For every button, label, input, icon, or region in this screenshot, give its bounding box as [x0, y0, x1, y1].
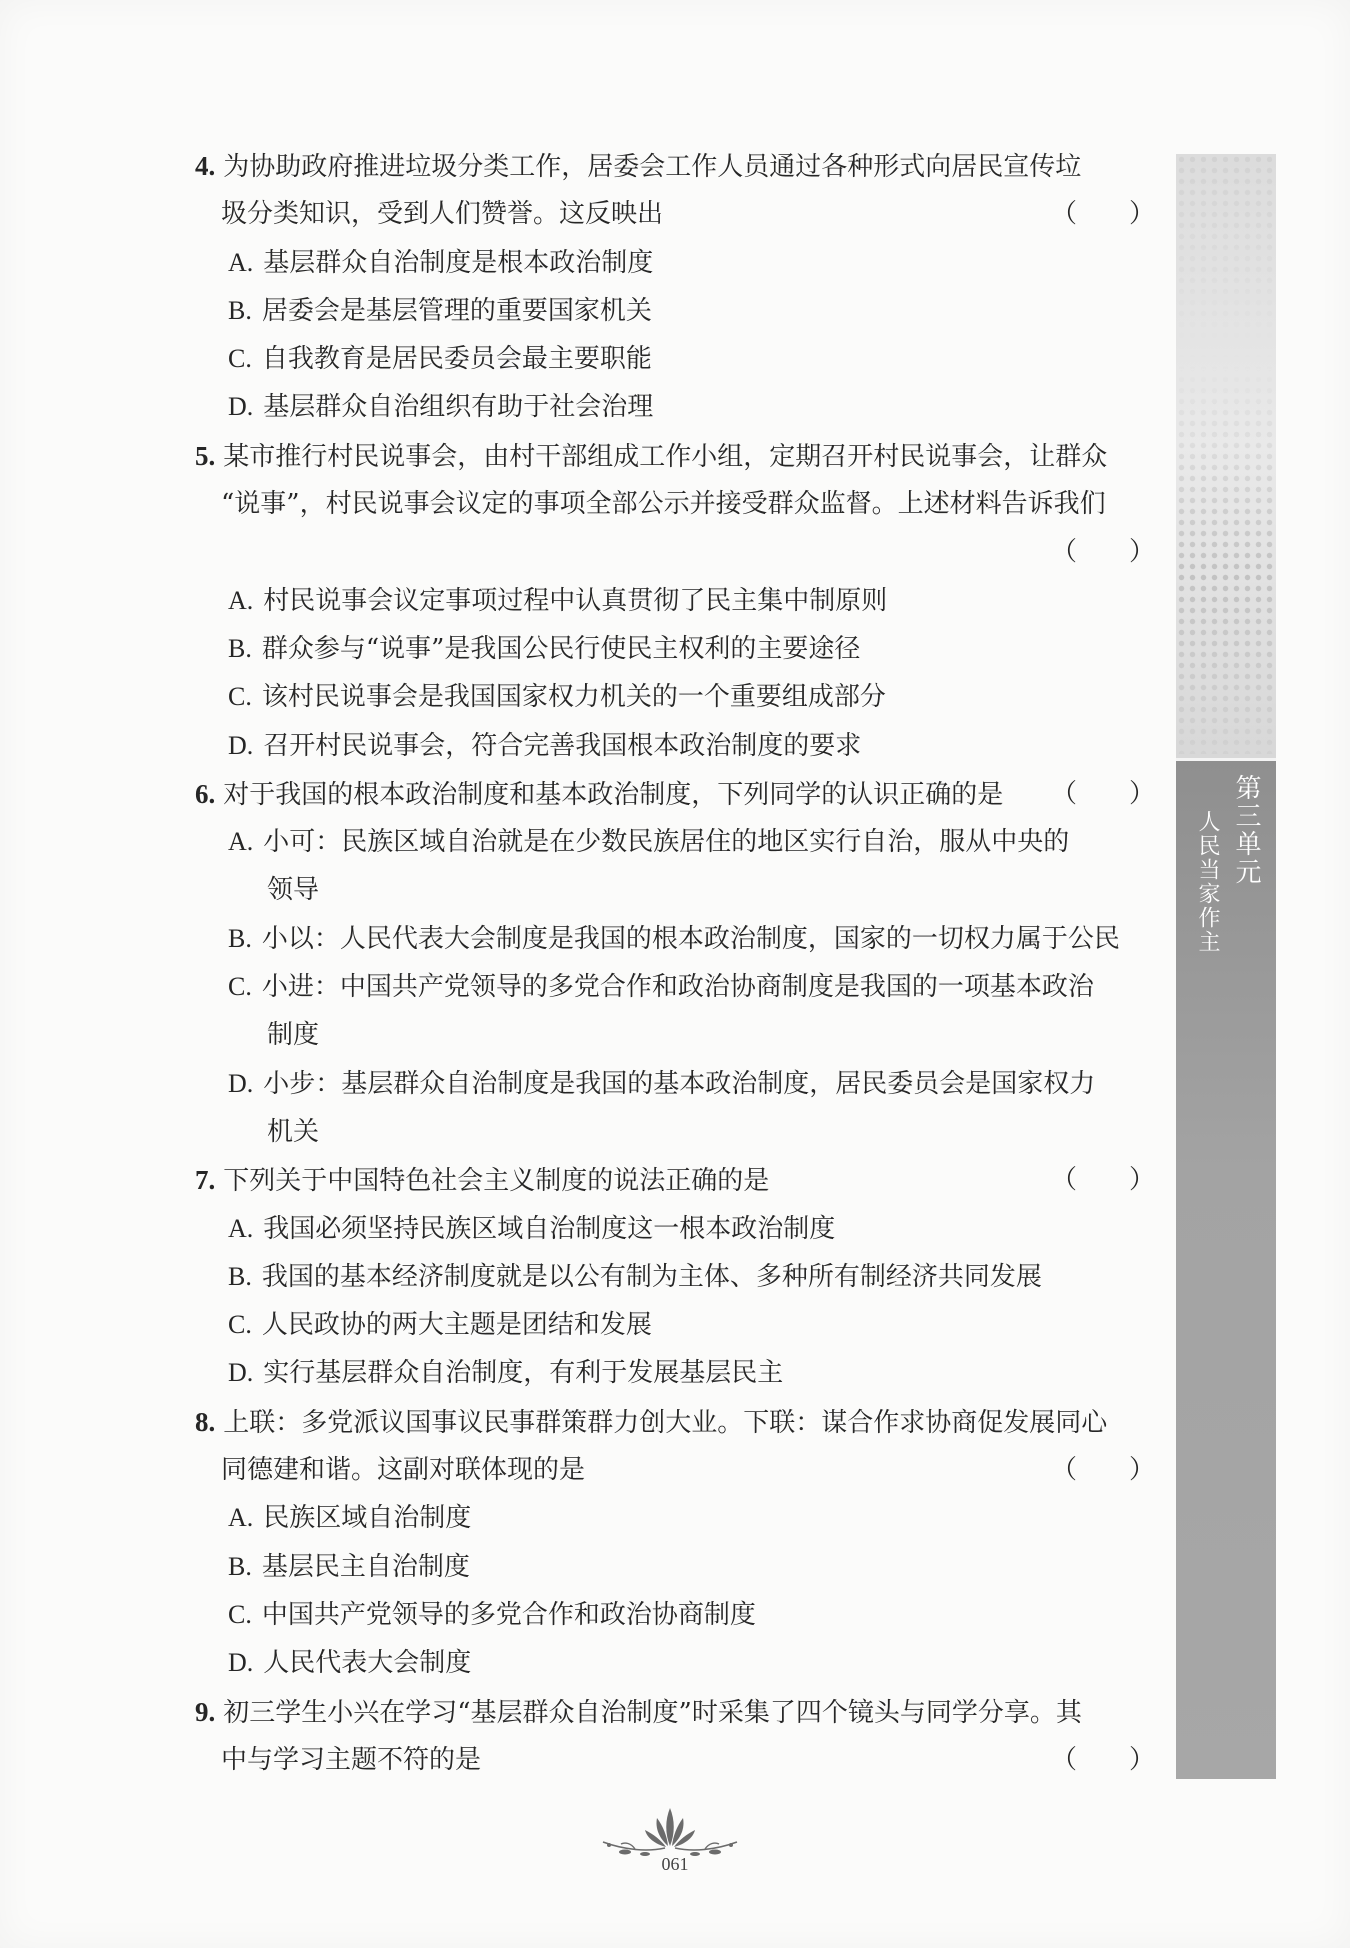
- question-stem-line: [195, 1156, 1155, 1204]
- option-text: 小以：人民代表大会制度是我国的根本政治制度，国家的一切权力属于公民: [261, 923, 1120, 954]
- question-number: 9.: [195, 1696, 216, 1727]
- option-letter: C.: [228, 972, 252, 1002]
- option-letter: C.: [228, 1599, 252, 1629]
- answer-blank[interactable]: （ ）: [1050, 1744, 1155, 1775]
- question-stem-line: [195, 432, 1155, 480]
- question-item: [195, 770, 1155, 1156]
- sidebar-lower-band: [1176, 761, 1276, 1779]
- answer-option: [195, 625, 1155, 673]
- answer-option: [195, 1060, 1155, 1108]
- option-letter: B.: [228, 1261, 252, 1291]
- answer-option: [195, 1543, 1155, 1591]
- answer-option: [195, 963, 1155, 1011]
- answer-option: [195, 383, 1155, 431]
- answer-option: [195, 915, 1155, 963]
- answer-option: [195, 287, 1155, 335]
- question-stem-text: 上联：多党派议国事议民事群策群力创大业。下联：谋合作求协商促发展同心: [223, 1407, 1108, 1438]
- question-stem-line: [195, 1736, 1155, 1784]
- answer-option: [195, 818, 1155, 866]
- question-stem-text: 中与学习主题不符的是: [221, 1744, 482, 1775]
- answer-option: [195, 673, 1155, 721]
- option-text: 村民说事会议定事项过程中认真贯彻了民主集中制原则: [263, 585, 888, 616]
- floral-ornament-icon: [595, 1802, 745, 1862]
- answer-option: [195, 1108, 1155, 1156]
- option-text: 人民政协的两大主题是团结和发展: [261, 1310, 652, 1341]
- question-stem-line: [195, 142, 1155, 190]
- answer-option: [195, 335, 1155, 383]
- answer-option: [195, 1494, 1155, 1542]
- question-number: 7.: [195, 1165, 216, 1196]
- question-item: [195, 1156, 1155, 1397]
- unit-sidebar-tab: [1176, 154, 1276, 1779]
- option-letter: D.: [228, 1358, 254, 1388]
- option-letter: D.: [228, 392, 254, 422]
- option-letter: D.: [228, 1648, 254, 1678]
- question-item: [195, 142, 1155, 432]
- question-stem-line: [195, 770, 1155, 818]
- answer-blank-line: [195, 528, 1155, 576]
- option-letter: B.: [228, 923, 252, 953]
- question-stem-text: 某市推行村民说事会，由村干部组成工作小组，定期召开村民说事会，让群众: [223, 441, 1108, 472]
- halftone-pattern: [1176, 154, 1276, 754]
- answer-blank[interactable]: （ ）: [1050, 1165, 1155, 1196]
- answer-blank[interactable]: （ ）: [1050, 199, 1155, 230]
- option-text: 小步：基层群众自治制度是我国的基本政治制度，居民委员会是国家权力: [263, 1068, 1096, 1099]
- option-text: 居委会是基层管理的重要国家机关: [261, 295, 652, 326]
- unit-title: 人民当家作主: [1195, 810, 1220, 954]
- answer-blank[interactable]: （ ）: [1050, 537, 1155, 568]
- answer-option: [195, 1639, 1155, 1687]
- question-stem-text: 下列关于中国特色社会主义制度的说法正确的是: [223, 1166, 770, 1197]
- question-stem-text: 同德建和谐。这副对联体现的是: [221, 1455, 586, 1486]
- question-stem-text: 对于我国的根本政治制度和基本政治制度，下列同学的认识正确的是: [223, 779, 1004, 810]
- option-text: 机关: [267, 1116, 320, 1147]
- option-letter: B.: [228, 1551, 252, 1581]
- option-text: 中国共产党领导的多党合作和政治协商制度: [261, 1599, 756, 1630]
- option-text: 召开村民说事会，符合完善我国根本政治制度的要求: [263, 730, 862, 761]
- answer-option: [195, 577, 1155, 625]
- answer-option: [195, 239, 1155, 287]
- option-letter: C.: [228, 1310, 252, 1340]
- option-text: 人民代表大会制度: [263, 1648, 472, 1679]
- question-item: [195, 1398, 1155, 1688]
- option-letter: A.: [228, 1213, 254, 1243]
- option-text: 小可：民族区域自治就是在少数民族居住的地区实行自治，服从中央的: [263, 827, 1070, 858]
- option-letter: A.: [228, 247, 254, 277]
- option-letter: A.: [228, 585, 254, 615]
- option-text: 领导: [267, 875, 320, 906]
- option-text: 我国必须坚持民族区域自治制度这一根本政治制度: [263, 1213, 836, 1244]
- answer-option: [195, 1011, 1155, 1059]
- question-stem-text: 为协助政府推进垃圾分类工作，居委会工作人员通过各种形式向居民宣传垃: [223, 152, 1082, 182]
- answer-option: [195, 1301, 1155, 1349]
- question-stem-line: [195, 480, 1155, 528]
- option-text: 基层群众自治组织有助于社会治理: [263, 392, 654, 423]
- answer-option: [195, 1205, 1155, 1253]
- question-stem-line: [195, 1446, 1155, 1494]
- option-letter: B.: [228, 295, 252, 325]
- option-text: 该村民说事会是我国国家权力机关的一个重要组成部分: [261, 682, 886, 713]
- option-text: 制度: [267, 1020, 320, 1051]
- question-item: [195, 1688, 1155, 1785]
- page-number: 061: [661, 1854, 689, 1874]
- question-stem-line: [195, 1398, 1155, 1446]
- answer-option: [195, 1349, 1155, 1397]
- option-letter: A.: [228, 827, 254, 857]
- option-letter: C.: [228, 344, 252, 374]
- option-text: 基层民主自治制度: [261, 1551, 470, 1582]
- question-number: 8.: [195, 1406, 216, 1437]
- answer-blank[interactable]: （ ）: [1050, 778, 1155, 809]
- question-stem-text: 圾分类知识，受到人们赞誉。这反映出: [221, 199, 664, 230]
- option-letter: A.: [228, 1503, 254, 1533]
- option-text: 民族区域自治制度: [263, 1503, 472, 1534]
- answer-option: [195, 722, 1155, 770]
- question-stem-line: [195, 1688, 1155, 1736]
- option-text: 群众参与“说事”是我国公民行使民主权利的主要途径: [261, 633, 861, 664]
- question-stem-text: 初三学生小兴在学习“基层群众自治制度”时采集了四个镜头与同学分享。其: [223, 1697, 1082, 1728]
- unit-label: 第三单元: [1231, 774, 1261, 886]
- option-letter: B.: [228, 633, 252, 663]
- question-number: 5.: [195, 440, 216, 471]
- option-text: 实行基层群众自治制度，有利于发展基层民主: [263, 1358, 784, 1389]
- answer-option: [195, 866, 1155, 914]
- option-letter: D.: [228, 1068, 254, 1098]
- option-letter: D.: [228, 730, 254, 760]
- question-number: 6.: [195, 778, 216, 809]
- answer-option: [195, 1253, 1155, 1301]
- answer-option: [195, 1591, 1155, 1639]
- question-stem-text: “说事”，村民说事会议定的事项全部公示并接受群众监督。上述材料告诉我们: [221, 489, 1106, 520]
- option-text: 我国的基本经济制度就是以公有制为主体、多种所有制经济共同发展: [261, 1261, 1042, 1292]
- question-number: 4.: [195, 151, 216, 181]
- option-text: 基层群众自治制度是根本政治制度: [263, 247, 654, 278]
- question-stem-line: [195, 190, 1155, 238]
- option-letter: C.: [228, 682, 252, 712]
- question-item: [195, 432, 1155, 770]
- question-list: [195, 142, 1155, 1784]
- option-text: 小进：中国共产党领导的多党合作和政治协商制度是我国的一项基本政治: [261, 972, 1094, 1003]
- option-text: 自我教育是居民委员会最主要职能: [261, 344, 652, 375]
- answer-blank[interactable]: （ ）: [1050, 1455, 1155, 1486]
